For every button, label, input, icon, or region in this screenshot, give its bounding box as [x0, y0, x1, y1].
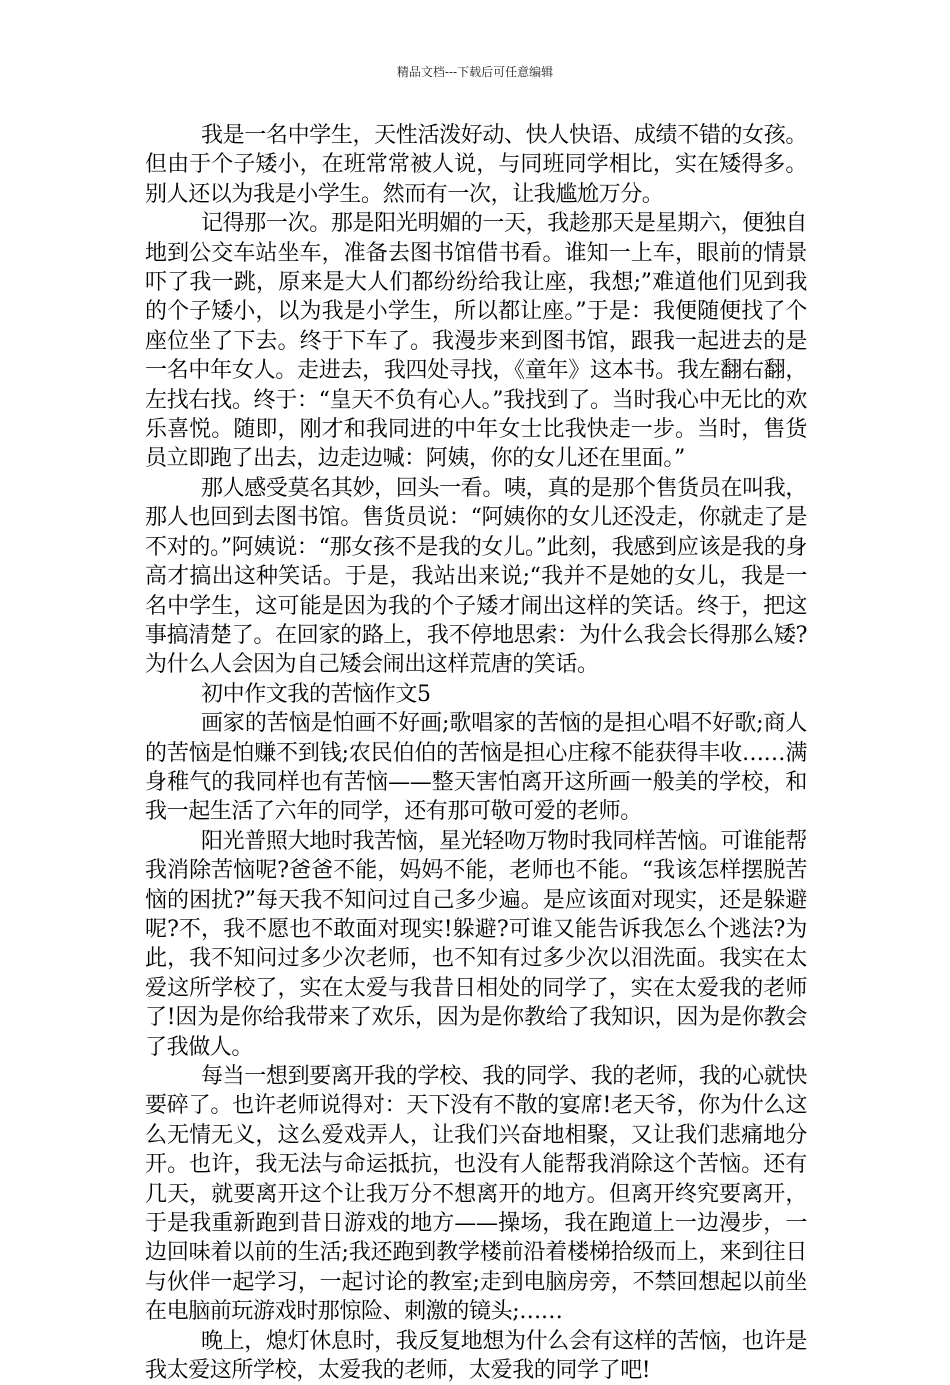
- document-body: [145, 121, 807, 1385]
- paragraph: 我是一名中学生，天性活泼好动、快人快语、成绩不错的女孩。但由于个子矮小，在班常常被人说，与同班同学相比，实在矮得多。别人还以为我是小学生。然而有一次，让我尴尬万分。: [145, 123, 807, 207]
- paragraph: 记得那一次。那是阳光明媚的一天，我趁那天是星期六，便独自地到公交车站坐车，准备去图书馆借书看。谁知一上车，眼前的情景吓了我一跳，原来是大人们都纷纷给我让座，我想;”难道他们见到我的个子矮小，以为我是小学生，所以都让座。”于是：我便随便找了个座位坐了下去。终于下车了。我漫步来到图书馆，跟我一起进去的是一名中年女人。走进去，我四处寻找，《童年》这本书。我左翻右翻，左找右找。终于：“皇天不负有心人。”我找到了。当时我心中无比的欢乐喜悦。随即，刚才和我同进的中年女士比我快走一步。当时，售货员立即跑了出去，边走边喊：阿姨，你的女儿还在里面。”: [145, 211, 807, 472]
- paragraph: 画家的苦恼是怕画不好画;歌唱家的苦恼的是担心唱不好歌;商人的苦恼是怕赚不到钱;农民伯伯的苦恼是担心庄稼不能获得丰收……满身稚气的我同样也有苦恼——整天害怕离开这所画一般美的学校，和我一起生活了六年的同学，还有那可敬可爱的老师。: [145, 711, 807, 825]
- paragraph: 晚上，熄灯休息时，我反复地想为什么会有这样的苦恼，也许是我太爱这所学校，太爱我的老师，太爱我的同学了吧!: [145, 1328, 807, 1384]
- paragraph: 每当一想到要离开我的学校、我的同学、我的老师，我的心就快要碎了。也许老师说得对：天下没有不散的宴席!老天爷，你为什么这么无情无义，这么爱戏弄人，让我们兴奋地相聚，又让我们悲痛地分开。也许，我无法与命运抵抗，也没有人能帮我消除这个苦恼。还有几天，就要离开这个让我万分不想离开的地方。但离开终究要离开，于是我重新跑到昔日游戏的地方——操场，我在跑道上一边漫步，一边回味着以前的生活;我还跑到教学楼前沿着楼梯拾级而上，来到往日与伙伴一起学习，一起讨论的教室;走到电脑房旁，不禁回想起以前坐在电脑前玩游戏时那惊险、刺激的镜头;……: [145, 1064, 807, 1325]
- section-heading: 初中作文我的苦恼作文5: [201, 681, 431, 707]
- paragraph: 那人感受莫名其妙，回头一看。咦，真的是那个售货员在叫我，那人也回到去图书馆。售货员说：“阿姨你的女儿还没走，你就走了是不对的。”阿姨说：“那女孩不是我的女儿。”此刻，我感到应该是我的身高才搞出这种笑话。于是，我站出来说;“我并不是她的女儿，我是一名中学生，这可能是因为我的个子矮才闹出这样的笑话。终于，把这事搞清楚了。在回家的路上，我不停地思索：为什么我会长得那么矮?为什么人会因为自己矮会闹出这样荒唐的笑话。: [145, 475, 807, 678]
- paragraph: 阳光普照大地时我苦恼，星光轻吻万物时我同样苦恼。可谁能帮我消除苦恼呢?爸爸不能，妈妈不能，老师也不能。“我该怎样摆脱苦恼的困扰?”每天我不知问过自己多少遍。是应该面对现实，还是躲避呢?不，我不愿也不敢面对现实!躲避?可谁又能告诉我怎么个逃法?为此，我不知问过多少次老师，也不知有过多少次以泪洗面。我实在太爱这所学校了，实在太爱与我昔日相处的同学了，实在太爱我的老师了!因为是你给我带来了欢乐，因为是你教给了我知识，因为是你教会了我做人。: [145, 828, 807, 1060]
- page-header: 精品文档---下载后可任意编辑: [396, 65, 554, 79]
